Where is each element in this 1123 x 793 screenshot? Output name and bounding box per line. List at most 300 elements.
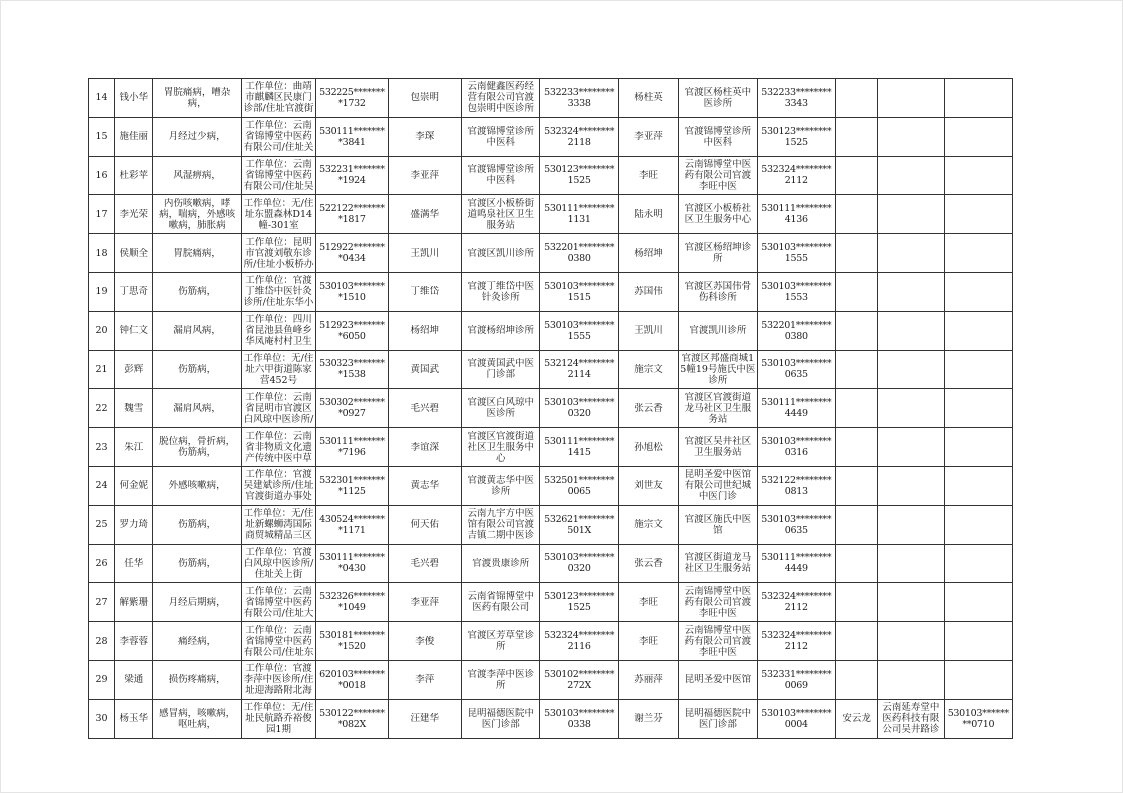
referrer-institution-text: 昆明圣爱中医馆有限公司世纪城中医门诊 [684, 469, 752, 503]
cell-referrer-institution [679, 699, 757, 738]
doctor-name-text: 李谊深 [410, 441, 440, 453]
patient-name-text: 施佳丽 [119, 131, 148, 143]
cell-patient-name [115, 622, 153, 661]
cell-doctor-name [388, 234, 461, 273]
row-number-text: 20 [95, 325, 108, 337]
row-number-text: 25 [95, 519, 108, 531]
cell-referrer-institution [679, 234, 757, 273]
cell-doctor-id [540, 428, 618, 467]
patient-name-text: 侯顺全 [119, 247, 148, 259]
referrer-name-text: 王凯川 [634, 325, 663, 337]
diagnosis-text: 伤筋病， [178, 286, 217, 298]
cell-patient-id [316, 660, 388, 699]
institution-text: 官渡杨绍坤诊所 [467, 325, 534, 337]
cell-row-number [89, 428, 115, 467]
cell-institution [461, 156, 539, 195]
row-number-text: 17 [95, 208, 108, 220]
cell-doctor-id [540, 660, 618, 699]
doctor-name-text: 王凯川 [410, 247, 440, 259]
cell-extra-name [835, 117, 877, 156]
institution-text: 昆明福德医院中医门诊部 [467, 707, 534, 730]
cell-workplace-address [241, 428, 315, 467]
cell-extra-id [944, 117, 1012, 156]
cell-extra-id [944, 311, 1012, 350]
cell-referrer-id [757, 350, 835, 389]
cell-referrer-institution [679, 117, 757, 156]
cell-diagnosis [153, 195, 241, 234]
cell-institution [461, 389, 539, 428]
table-row [89, 583, 1013, 622]
cell-institution [461, 234, 539, 273]
referrer-id-text: 530103********0316 [761, 436, 832, 459]
cell-workplace-address [241, 660, 315, 699]
patient-id-text: 522122********1817 [319, 203, 385, 226]
cell-referrer-name [618, 234, 678, 273]
cell-doctor-id [540, 350, 618, 389]
institution-text: 官渡丁维岱中医针灸诊所 [467, 280, 534, 303]
cell-doctor-id [540, 622, 618, 661]
cell-referrer-institution [679, 350, 757, 389]
doctor-id-text: 532501********0065 [544, 474, 615, 497]
cell-patient-name [115, 272, 153, 311]
doctor-id-text: 530111********1131 [544, 203, 615, 226]
cell-row-number [89, 622, 115, 661]
referrer-institution-text: 云南锦博堂中医药有限公司官渡李旺中医 [684, 158, 752, 192]
institution-text: 官渡区凯川诊所 [467, 247, 534, 259]
cell-extra-institution [878, 311, 944, 350]
cell-referrer-name [618, 389, 678, 428]
doctor-id-text: 530103********0320 [544, 397, 615, 420]
cell-referrer-name [618, 622, 678, 661]
workplace-address-text: 工作单位：云南省锦博堂中医药有限公司/住址关 [243, 120, 314, 154]
institution-text: 官渡锦博堂诊所中医科 [467, 125, 534, 148]
table-row [89, 660, 1013, 699]
cell-institution [461, 272, 539, 311]
doctor-name-text: 李琛 [415, 131, 435, 143]
cell-extra-institution [878, 544, 944, 583]
cell-referrer-name [618, 272, 678, 311]
patient-name-text: 钱小华 [119, 92, 148, 104]
cell-row-number [89, 272, 115, 311]
referrer-id-text: 532122********0813 [761, 474, 832, 497]
cell-diagnosis [153, 699, 241, 738]
cell-patient-name [115, 466, 153, 505]
row-number-text: 22 [95, 402, 108, 414]
diagnosis-text: 胃脘痛病， [173, 247, 221, 259]
table-row [89, 699, 1013, 738]
cell-referrer-id [757, 699, 835, 738]
patient-name-text: 任华 [124, 557, 144, 569]
doctor-id-text: 532324********2118 [544, 125, 615, 148]
cell-institution [461, 544, 539, 583]
cell-doctor-id [540, 272, 618, 311]
diagnosis-text: 漏肩风病， [173, 402, 221, 414]
cell-extra-id [944, 622, 1012, 661]
cell-doctor-name [388, 505, 461, 544]
cell-extra-institution [878, 156, 944, 195]
patient-id-text: 532326********1049 [319, 591, 385, 614]
registry-table [88, 78, 1013, 739]
cell-extra-institution [878, 660, 944, 699]
cell-patient-id [316, 699, 388, 738]
row-number-text: 29 [95, 674, 108, 686]
workplace-address-text: 工作单位：无/住址新螺蛳湾国际商贸城精品三区 [243, 508, 314, 542]
institution-text: 官渡锦博堂诊所中医科 [467, 164, 534, 187]
cell-patient-name [115, 505, 153, 544]
cell-row-number [89, 583, 115, 622]
cell-patient-name [115, 117, 153, 156]
table-row [89, 389, 1013, 428]
cell-referrer-id [757, 156, 835, 195]
referrer-id-text: 532331********0069 [761, 668, 832, 691]
row-number-text: 23 [95, 441, 108, 453]
referrer-id-text: 530103********0635 [761, 358, 832, 381]
cell-patient-id [316, 311, 388, 350]
cell-extra-name [835, 699, 877, 738]
institution-text: 官渡贵康诊所 [472, 557, 530, 569]
referrer-id-text: 530103********1553 [761, 280, 832, 303]
cell-extra-name [835, 272, 877, 311]
cell-patient-name [115, 311, 153, 350]
cell-workplace-address [241, 234, 315, 273]
workplace-address-text: 工作单位：官渡丁维岱中医针灸诊所/住址东华小 [243, 275, 314, 309]
cell-extra-institution [878, 699, 944, 738]
cell-patient-id [316, 389, 388, 428]
cell-doctor-id [540, 117, 618, 156]
cell-row-number [89, 389, 115, 428]
cell-patient-name [115, 428, 153, 467]
cell-extra-id [944, 79, 1012, 118]
cell-patient-name [115, 544, 153, 583]
workplace-address-text: 工作单位：云南省昆明市官渡区白风琼中医诊所/ [243, 391, 314, 425]
cell-doctor-id [540, 195, 618, 234]
referrer-name-text: 杨柱英 [634, 92, 663, 104]
cell-diagnosis [153, 234, 241, 273]
cell-patient-name [115, 234, 153, 273]
cell-patient-name [115, 350, 153, 389]
workplace-address-text: 工作单位：曲靖市麒麟区民康门诊部/住址官渡街 [243, 81, 314, 115]
referrer-id-text: 530103********1555 [761, 242, 832, 265]
cell-diagnosis [153, 117, 241, 156]
extra-institution-text: 云南延寿堂中医药科技有限公司吴井路诊 [882, 702, 940, 736]
table-row [89, 156, 1013, 195]
cell-referrer-id [757, 311, 835, 350]
cell-extra-institution [878, 505, 944, 544]
cell-extra-id [944, 350, 1012, 389]
cell-extra-id [944, 505, 1012, 544]
cell-institution [461, 350, 539, 389]
diagnosis-text: 外感咳嗽病， [168, 480, 226, 492]
cell-diagnosis [153, 350, 241, 389]
doctor-id-text: 530103********1515 [544, 280, 615, 303]
table-row [89, 505, 1013, 544]
workplace-address-text: 工作单位：官渡白风琼中医诊所/住址关上街 [243, 546, 314, 580]
row-number-text: 30 [95, 713, 108, 725]
cell-extra-id [944, 583, 1012, 622]
cell-row-number [89, 79, 115, 118]
referrer-id-text: 532324********2112 [761, 164, 832, 187]
cell-referrer-institution [679, 622, 757, 661]
cell-institution [461, 622, 539, 661]
institution-text: 官渡黄志华中医诊所 [467, 474, 534, 497]
cell-doctor-name [388, 583, 461, 622]
cell-doctor-name [388, 699, 461, 738]
cell-extra-name [835, 583, 877, 622]
referrer-id-text: 532324********2112 [761, 630, 832, 653]
cell-referrer-name [618, 699, 678, 738]
referrer-institution-text: 官渡锦博堂诊所中医科 [684, 125, 752, 148]
workplace-address-text: 工作单位：云南省非物质文化遗产传统中医中草 [245, 430, 312, 464]
cell-referrer-id [757, 117, 835, 156]
doctor-name-text: 李亚萍 [410, 596, 440, 608]
patient-name-text: 何金妮 [119, 480, 148, 492]
diagnosis-text: 脱位病，骨折病，伤筋病， [159, 436, 236, 459]
cell-diagnosis [153, 428, 241, 467]
cell-extra-institution [878, 234, 944, 273]
doctor-name-text: 李俊 [415, 635, 435, 647]
cell-referrer-name [618, 660, 678, 699]
diagnosis-text: 伤筋病， [178, 557, 217, 569]
table-row [89, 195, 1013, 234]
cell-institution [461, 505, 539, 544]
cell-row-number [89, 117, 115, 156]
cell-diagnosis [153, 156, 241, 195]
workplace-address-text: 工作单位：云南省锦博堂中医药有限公司/住址吴 [243, 158, 314, 192]
patient-id-text: 532301********1125 [319, 474, 385, 497]
cell-referrer-id [757, 428, 835, 467]
doctor-name-text: 盛满华 [410, 208, 440, 220]
row-number-text: 19 [95, 286, 108, 298]
cell-workplace-address [241, 622, 315, 661]
institution-text: 官渡黄国武中医门诊部 [467, 358, 534, 381]
workplace-address-text: 工作单位：云南省锦博堂中医药有限公司/住址大 [243, 585, 314, 619]
cell-doctor-name [388, 117, 461, 156]
diagnosis-text: 月经过少病， [168, 131, 226, 143]
cell-patient-id [316, 583, 388, 622]
referrer-name-text: 刘世友 [634, 480, 663, 492]
cell-doctor-name [388, 272, 461, 311]
referrer-institution-text: 官渡区杨柱英中医诊所 [684, 86, 752, 109]
cell-institution [461, 79, 539, 118]
row-number-text: 28 [95, 635, 108, 647]
cell-workplace-address [241, 544, 315, 583]
cell-patient-id [316, 234, 388, 273]
diagnosis-text: 内伤咳嗽病，哮病，喘病，外感咳嗽病，肺胀病 [159, 197, 236, 231]
cell-referrer-institution [679, 505, 757, 544]
cell-row-number [89, 544, 115, 583]
cell-doctor-id [540, 466, 618, 505]
cell-diagnosis [153, 660, 241, 699]
cell-patient-name [115, 660, 153, 699]
row-number-text: 14 [95, 92, 108, 104]
workplace-address-text: 工作单位：官渡李萍中医诊所/住址迎海路附北海 [243, 663, 314, 697]
cell-doctor-id [540, 544, 618, 583]
row-number-text: 16 [95, 169, 108, 181]
table-body [89, 79, 1013, 739]
cell-referrer-id [757, 389, 835, 428]
row-number-text: 24 [95, 480, 108, 492]
patient-id-text: 530111********7196 [319, 436, 385, 459]
cell-extra-name [835, 79, 877, 118]
patient-id-text: 430524********1171 [319, 513, 385, 536]
referrer-name-text: 苏国伟 [634, 286, 663, 298]
referrer-name-text: 谢兰芬 [634, 713, 663, 725]
cell-doctor-name [388, 660, 461, 699]
cell-extra-id [944, 234, 1012, 273]
institution-text: 官渡区小板桥街道鸣泉社区卫生服务站 [467, 197, 534, 231]
patient-id-text: 512923********6050 [319, 319, 385, 342]
cell-referrer-name [618, 544, 678, 583]
cell-doctor-name [388, 195, 461, 234]
referrer-name-text: 孙旭松 [634, 441, 663, 453]
patient-name-text: 李光荣 [119, 208, 148, 220]
cell-patient-id [316, 622, 388, 661]
cell-referrer-institution [679, 195, 757, 234]
cell-workplace-address [241, 505, 315, 544]
cell-extra-id [944, 389, 1012, 428]
cell-extra-institution [878, 466, 944, 505]
cell-extra-id [944, 156, 1012, 195]
cell-extra-name [835, 195, 877, 234]
patient-name-text: 丁思奇 [119, 286, 148, 298]
patient-name-text: 梁通 [124, 674, 144, 686]
cell-referrer-name [618, 156, 678, 195]
cell-referrer-institution [679, 466, 757, 505]
diagnosis-text: 漏肩风病， [173, 325, 221, 337]
row-number-text: 15 [95, 131, 108, 143]
cell-patient-name [115, 79, 153, 118]
extra-id-text: 530103********0710 [947, 707, 1009, 730]
referrer-id-text: 530103********0635 [761, 513, 832, 536]
cell-referrer-name [618, 79, 678, 118]
cell-diagnosis [153, 544, 241, 583]
cell-referrer-id [757, 272, 835, 311]
cell-institution [461, 660, 539, 699]
diagnosis-text: 胃脘痛病，嘈杂病， [163, 86, 231, 109]
cell-doctor-name [388, 544, 461, 583]
table-row [89, 117, 1013, 156]
institution-text: 官渡区白风琼中医诊所 [467, 397, 534, 420]
cell-workplace-address [241, 583, 315, 622]
cell-diagnosis [153, 583, 241, 622]
cell-extra-institution [878, 428, 944, 467]
cell-referrer-institution [679, 428, 757, 467]
cell-extra-name [835, 234, 877, 273]
cell-extra-institution [878, 117, 944, 156]
cell-referrer-name [618, 350, 678, 389]
cell-referrer-id [757, 195, 835, 234]
cell-workplace-address [241, 79, 315, 118]
referrer-id-text: 530111********4136 [761, 203, 832, 226]
table-row [89, 311, 1013, 350]
cell-extra-name [835, 389, 877, 428]
cell-doctor-name [388, 311, 461, 350]
cell-extra-institution [878, 583, 944, 622]
patient-id-text: 512922********0434 [319, 242, 385, 265]
referrer-id-text: 530103********0004 [761, 707, 832, 730]
cell-referrer-id [757, 622, 835, 661]
doctor-id-text: 530123********1525 [544, 164, 615, 187]
cell-institution [461, 311, 539, 350]
referrer-institution-text: 云南锦博堂中医药有限公司官渡李旺中医 [684, 624, 752, 658]
doctor-id-text: 530102********272X [544, 668, 615, 691]
cell-workplace-address [241, 311, 315, 350]
doctor-name-text: 李亚萍 [410, 169, 440, 181]
cell-patient-id [316, 428, 388, 467]
cell-patient-id [316, 79, 388, 118]
patient-id-text: 530111********3841 [319, 125, 385, 148]
cell-diagnosis [153, 272, 241, 311]
diagnosis-text: 感冒病，咳嗽病，呕吐病， [159, 707, 236, 730]
referrer-name-text: 施宗文 [634, 363, 663, 375]
cell-institution [461, 583, 539, 622]
patient-id-text: 530302********0927 [319, 397, 385, 420]
doctor-id-text: 530123********1525 [544, 591, 615, 614]
cell-institution [461, 117, 539, 156]
doctor-id-text: 532233********3338 [544, 86, 615, 109]
patient-name-text: 杨玉华 [119, 713, 148, 725]
workplace-address-text: 工作单位：官渡吴建斌诊所/住址官渡街道办事处 [243, 469, 314, 503]
cell-doctor-name [388, 79, 461, 118]
cell-institution [461, 466, 539, 505]
cell-referrer-id [757, 79, 835, 118]
institution-text: 官渡李萍中医诊所 [467, 668, 534, 691]
row-number-text: 26 [95, 557, 108, 569]
referrer-institution-text: 官渡区施氏中医馆 [684, 513, 752, 536]
cell-referrer-name [618, 311, 678, 350]
cell-patient-name [115, 699, 153, 738]
doctor-name-text: 毛兴碧 [410, 402, 440, 414]
cell-extra-id [944, 544, 1012, 583]
cell-diagnosis [153, 622, 241, 661]
cell-row-number [89, 699, 115, 738]
referrer-name-text: 杨绍坤 [634, 247, 663, 259]
referrer-institution-text: 昆明福德医院中医门诊部 [684, 707, 752, 730]
cell-diagnosis [153, 466, 241, 505]
cell-extra-name [835, 156, 877, 195]
patient-id-text: 530122********082X [319, 707, 385, 730]
cell-referrer-id [757, 234, 835, 273]
doctor-name-text: 丁维岱 [410, 286, 440, 298]
cell-extra-id [944, 428, 1012, 467]
cell-doctor-id [540, 699, 618, 738]
doctor-name-text: 李萍 [415, 674, 435, 686]
cell-referrer-institution [679, 544, 757, 583]
referrer-name-text: 李旺 [638, 596, 658, 608]
cell-doctor-name [388, 622, 461, 661]
cell-institution [461, 699, 539, 738]
patient-id-text: 532225********1732 [319, 86, 385, 109]
cell-referrer-institution [679, 583, 757, 622]
patient-name-text: 罗力琦 [119, 519, 148, 531]
cell-referrer-institution [679, 79, 757, 118]
cell-diagnosis [153, 389, 241, 428]
referrer-name-text: 施宗文 [634, 519, 663, 531]
doctor-name-text: 杨绍坤 [410, 325, 440, 337]
referrer-id-text: 530111********4449 [761, 552, 832, 575]
row-number-text: 18 [95, 247, 108, 259]
cell-referrer-id [757, 505, 835, 544]
workplace-address-text: 工作单位：无/住址民航路乔裕俊园1期 [243, 702, 314, 736]
referrer-name-text: 李旺 [638, 635, 658, 647]
cell-doctor-id [540, 311, 618, 350]
cell-patient-name [115, 389, 153, 428]
referrer-institution-text: 云南锦博堂中医药有限公司官渡李旺中医 [684, 585, 752, 619]
doctor-name-text: 何天佑 [410, 519, 440, 531]
cell-diagnosis [153, 505, 241, 544]
cell-doctor-id [540, 583, 618, 622]
cell-doctor-name [388, 350, 461, 389]
